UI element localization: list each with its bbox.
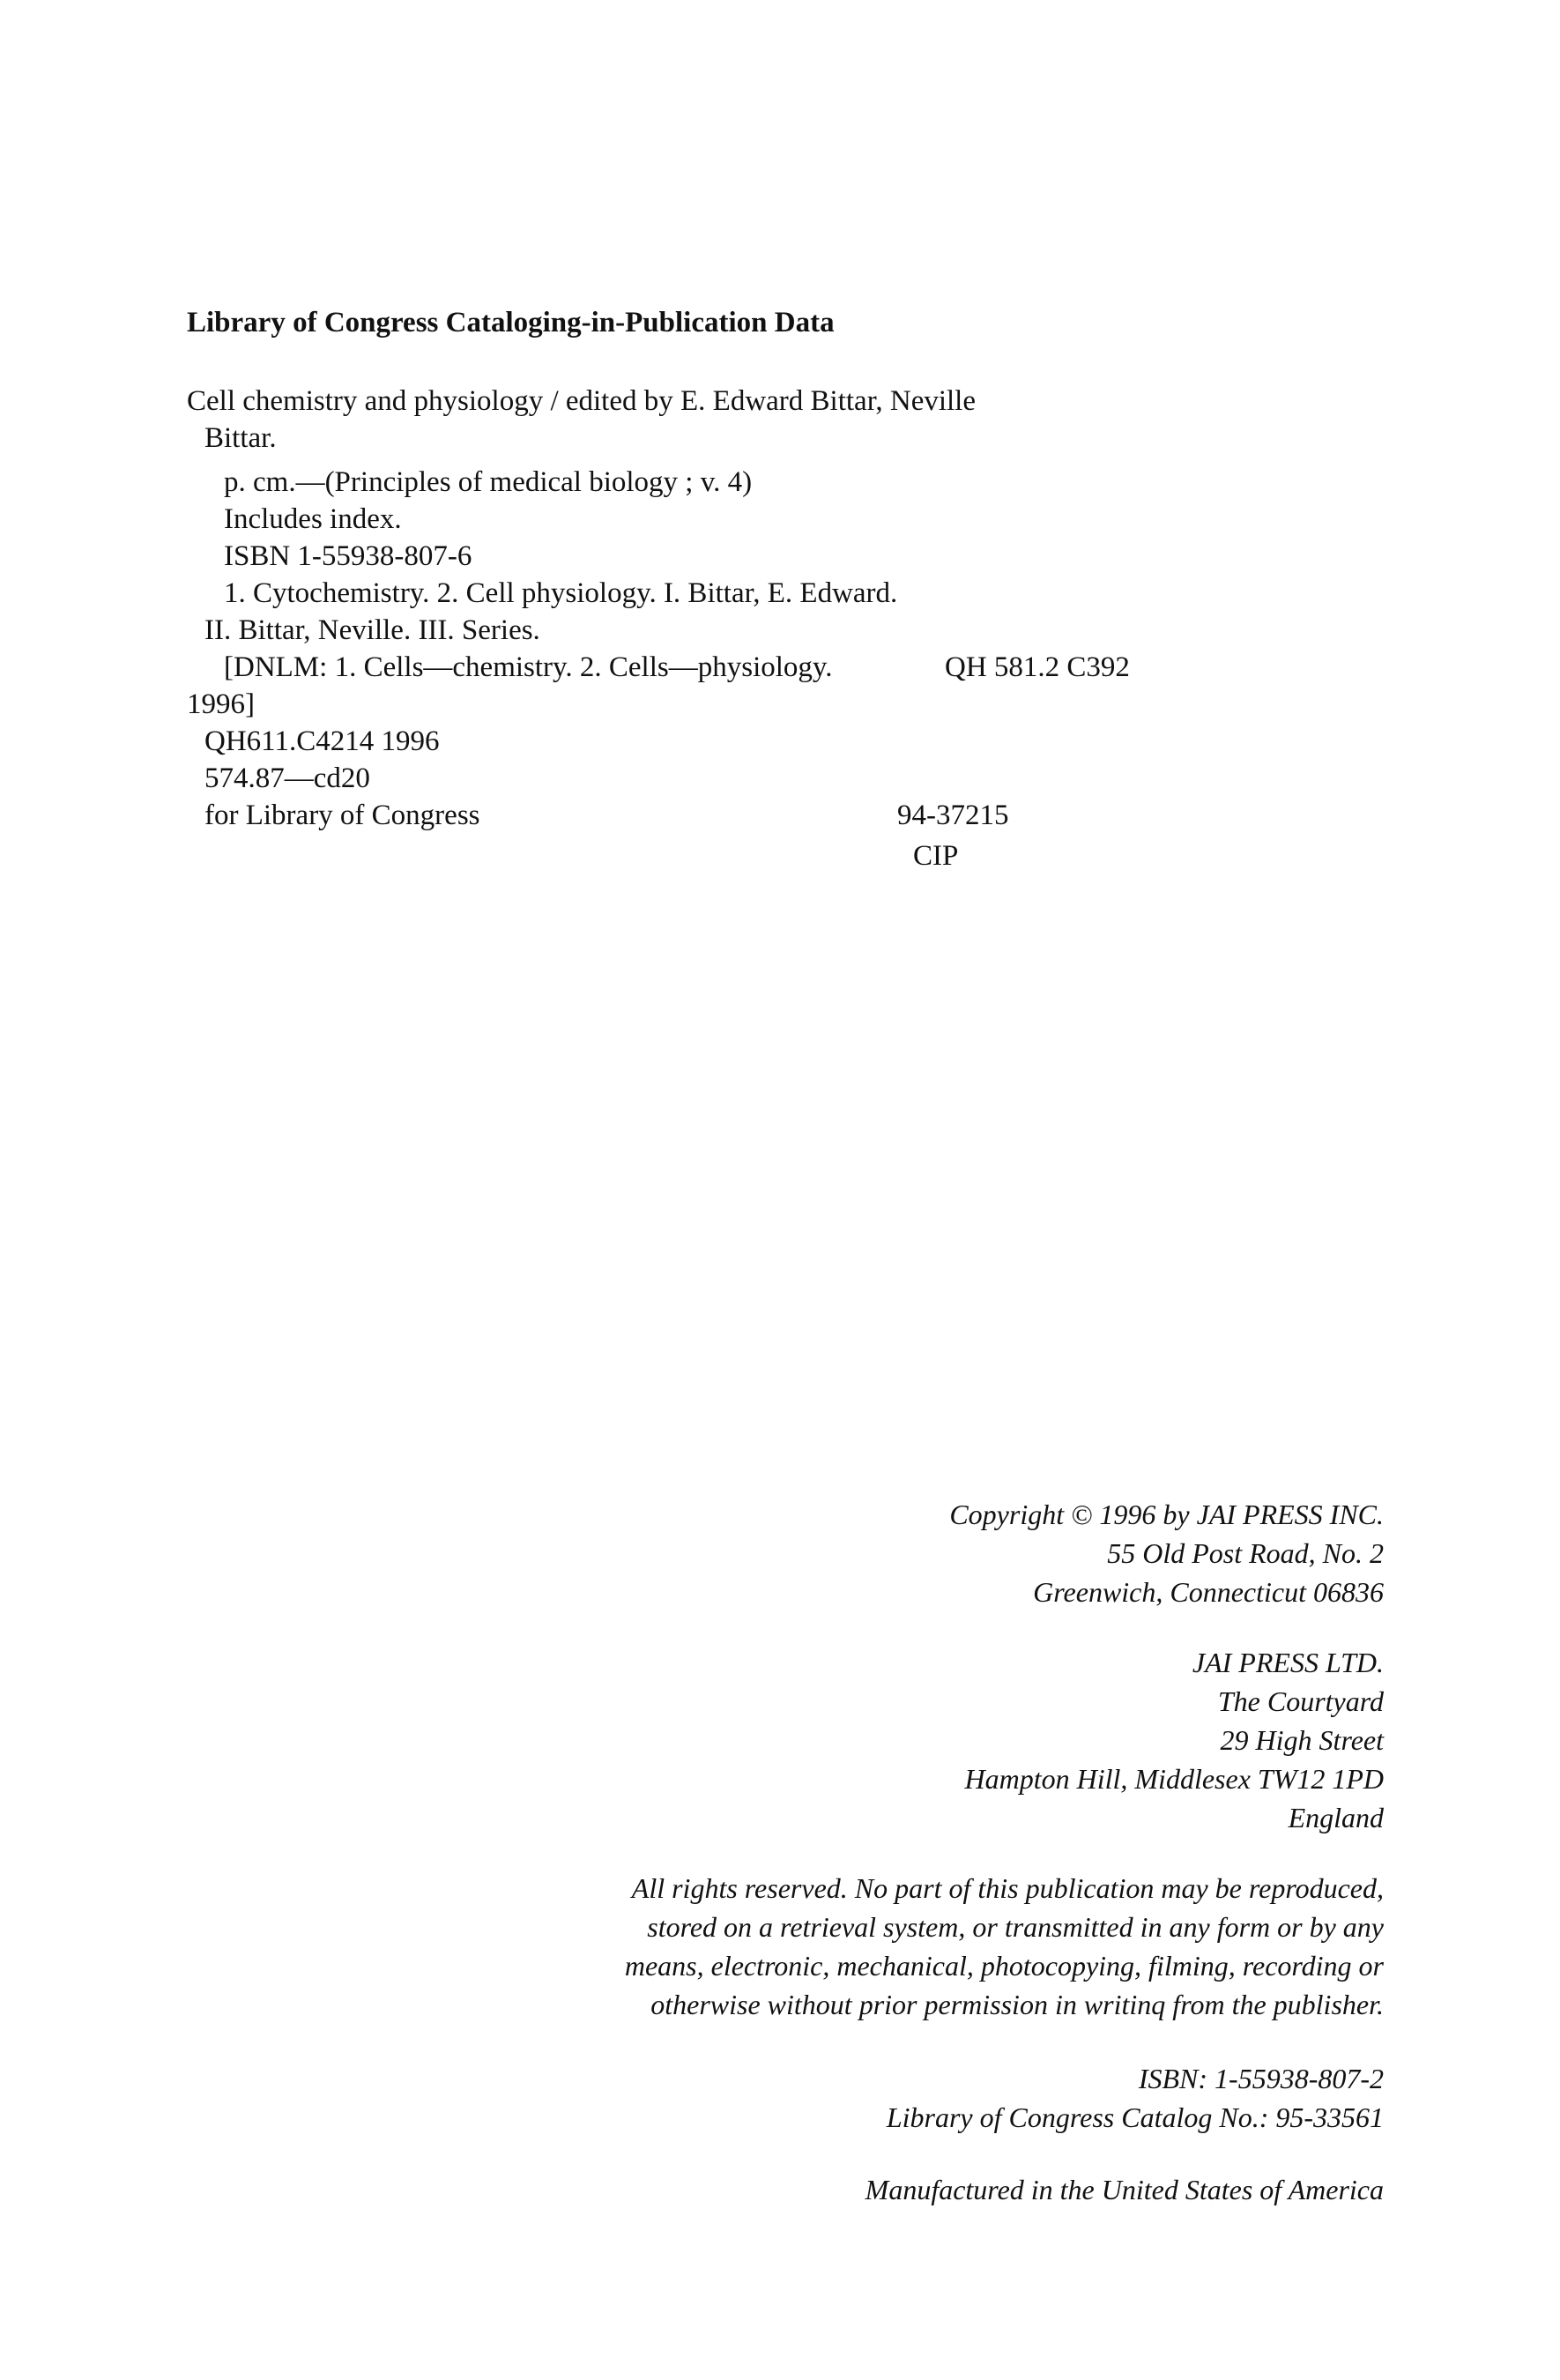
- uk-office-block: [965, 1643, 1385, 1837]
- copyright-notice: Copyright © 1996 by JAI PRESS INC.: [949, 1499, 1384, 1530]
- uk-address-line: The Courtyard: [1217, 1685, 1384, 1717]
- cip-line: Includes index.: [224, 503, 402, 535]
- isbn: ISBN: 1-55938-807-2: [1138, 2063, 1384, 2094]
- uk-address-line: 29 High Street: [1220, 1724, 1384, 1756]
- rights-line: All rights reserved. No part of this publication may be reproduced,: [631, 1872, 1384, 1904]
- cip-line: [DNLM: 1. Cells—chemistry. 2. Cells—physiology.: [224, 651, 833, 683]
- manufactured-block: [865, 2170, 1384, 2209]
- uk-country: England: [1288, 1802, 1384, 1833]
- cip-line: Cell chemistry and physiology / edited by E. Edward Bittar, Neville: [187, 385, 976, 417]
- lc-catalog-number: Library of Congress Catalog No.: 95-33561: [886, 2101, 1384, 2133]
- cip-line: ISBN 1-55938-807-6: [224, 540, 472, 572]
- rights-line: otherwise without prior permission in writinq from the publisher.: [650, 1989, 1384, 2020]
- rights-line: stored on a retrieval system, or transmitted in any form or by any: [647, 1911, 1384, 1943]
- cip-line: Bittar.: [204, 422, 277, 454]
- cip-line: 574.87—cd20: [204, 762, 370, 794]
- rights-line: means, electronic, mechanical, photocopying, filming, recording or: [624, 1950, 1384, 1982]
- uk-publisher-name: JAI PRESS LTD.: [1192, 1647, 1384, 1678]
- publisher-address: 55 Old Post Road, No. 2: [1107, 1537, 1384, 1569]
- cip-line: II. Bittar, Neville. III. Series.: [204, 614, 540, 646]
- rights-statement: [625, 1869, 1384, 2024]
- publisher-city: Greenwich, Connecticut 06836: [1033, 1576, 1384, 1608]
- cip-heading: Library of Congress Cataloging-in-Publication Data: [187, 307, 835, 338]
- uk-address-line: Hampton Hill, Middlesex TW12 1PD: [964, 1763, 1384, 1795]
- cip-line: QH611.C4214 1996: [204, 725, 440, 757]
- catalog-block: [887, 2059, 1384, 2137]
- lccn: 94-37215: [897, 800, 1009, 831]
- dnlm-call-number: QH 581.2 C392: [945, 651, 1130, 683]
- cip-line: p. cm.—(Principles of medical biology ; v. 4): [224, 466, 753, 498]
- cip-line: for Library of Congress: [204, 800, 480, 831]
- cip-label: CIP: [913, 840, 959, 872]
- cip-line: 1. Cytochemistry. 2. Cell physiology. I. Bittar, E. Edward.: [224, 577, 898, 609]
- copyright-block: [949, 1495, 1384, 1611]
- manufactured-notice: Manufactured in the United States of America: [865, 2174, 1384, 2205]
- cip-line: 1996]: [187, 688, 255, 720]
